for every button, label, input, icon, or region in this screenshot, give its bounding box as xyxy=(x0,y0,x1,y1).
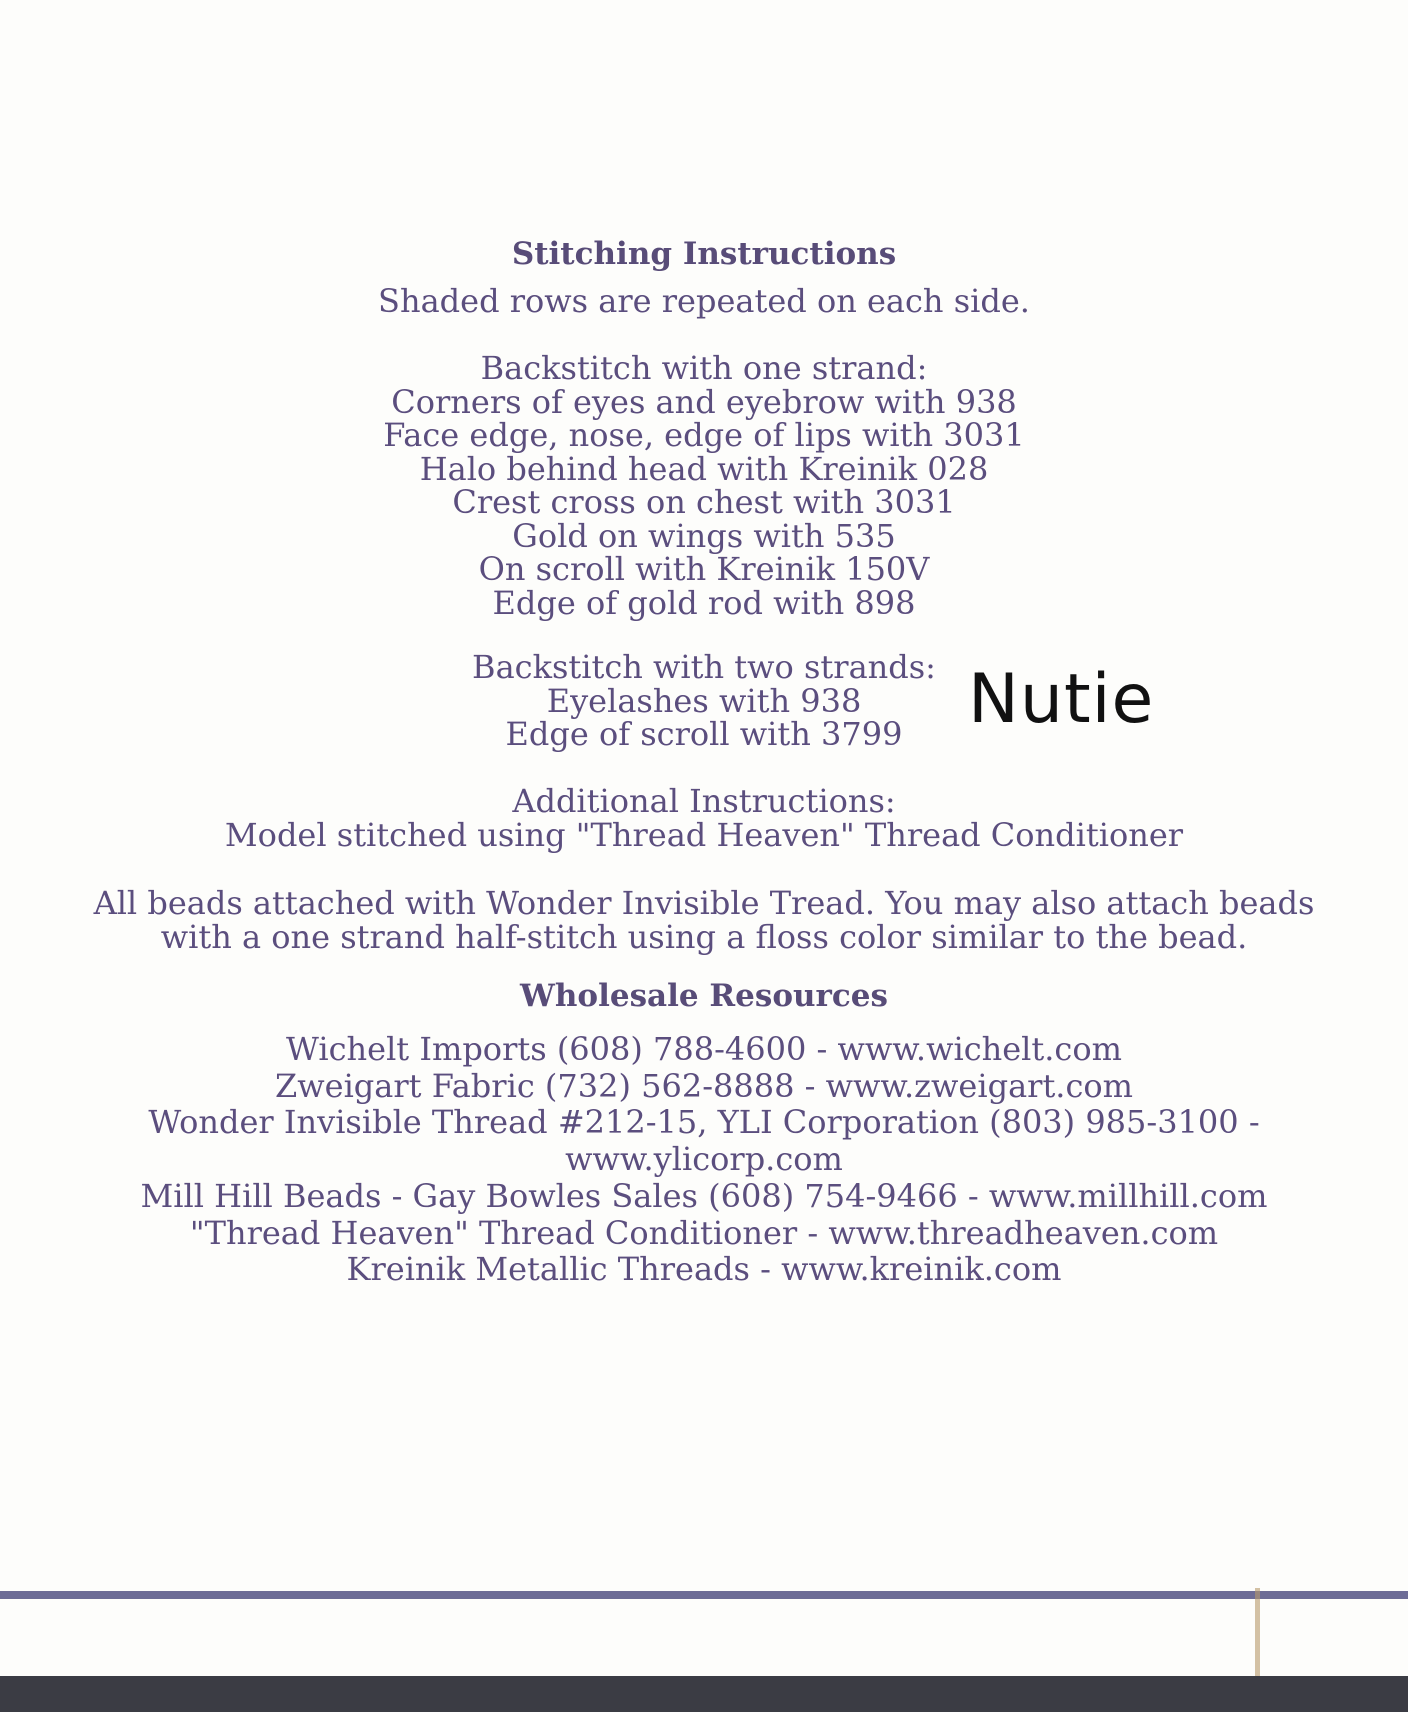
wholesale-line: "Thread Heaven" Thread Conditioner - www.threadheaven.com xyxy=(189,1213,1219,1252)
backstitch-two-item: Edge of scroll with 3799 xyxy=(505,715,903,753)
backstitch-one-item: Edge of gold rod with 898 xyxy=(492,583,916,622)
bottom-dark-band xyxy=(0,1676,1408,1712)
wholesale-line: Wonder Invisible Thread #212-15, YLI Corporation (803) 985-3100 - xyxy=(148,1103,1260,1142)
backstitch-one-item: Corners of eyes and eyebrow with 938 xyxy=(391,382,1017,421)
wholesale-line: Wichelt Imports (608) 788-4600 - www.wichelt.com xyxy=(286,1030,1122,1068)
nutie-watermark: Nutie xyxy=(968,660,1155,739)
backstitch-one-strand-section xyxy=(0,349,1408,622)
stitching-title-text: Stitching Instructions xyxy=(511,236,897,272)
backstitch-one-item: Halo behind head with Kreinik 028 xyxy=(419,449,989,488)
backstitch-one-item: Crest cross on chest with 3031 xyxy=(452,483,956,521)
wholesale-resources-list xyxy=(0,1031,1408,1288)
beads-note xyxy=(0,884,1408,956)
backstitch-one-item: On scroll with Kreinik 150V xyxy=(478,550,930,588)
backstitch-one-header: Backstitch with one strand: xyxy=(480,349,928,387)
wholesale-line: Kreinik Metallic Threads - www.kreinik.com xyxy=(346,1250,1062,1289)
wholesale-title-text: Wholesale Resources xyxy=(520,978,888,1014)
footer-rule xyxy=(0,1591,1408,1599)
wholesale-resources-title xyxy=(0,978,1408,1014)
backstitch-two-header: Backstitch with two strands: xyxy=(472,648,936,686)
backstitch-one-item: Face edge, nose, edge of lips with 3031 xyxy=(383,416,1025,454)
beads-line: with a one strand half-stitch using a floss color similar to the bead. xyxy=(160,917,1248,956)
stitching-instructions-title xyxy=(0,236,1408,272)
wholesale-line: Zweigart Fabric (732) 562-8888 - www.zweigart.com xyxy=(275,1066,1133,1105)
backstitch-two-strands-section xyxy=(0,648,1408,753)
backstitch-two-item: Eyelashes with 938 xyxy=(546,681,862,720)
additional-header: Additional Instructions: xyxy=(512,782,896,820)
wholesale-line: www.ylicorp.com xyxy=(565,1140,843,1179)
beads-line: All beads attached with Wonder Invisible Tread. You may also attach beads xyxy=(93,884,1315,922)
backstitch-one-item: Gold on wings with 535 xyxy=(512,516,896,555)
wholesale-line: Mill Hill Beads - Gay Bowles Sales (608) 754-9466 - www.millhill.com xyxy=(140,1176,1268,1215)
additional-text: Model stitched using "Thread Heaven" Thread Conditioner xyxy=(224,815,1184,854)
additional-instructions-section xyxy=(0,782,1408,854)
shaded-rows-text: Shaded rows are repeated on each side. xyxy=(378,282,1030,320)
shaded-rows-note xyxy=(0,282,1408,320)
